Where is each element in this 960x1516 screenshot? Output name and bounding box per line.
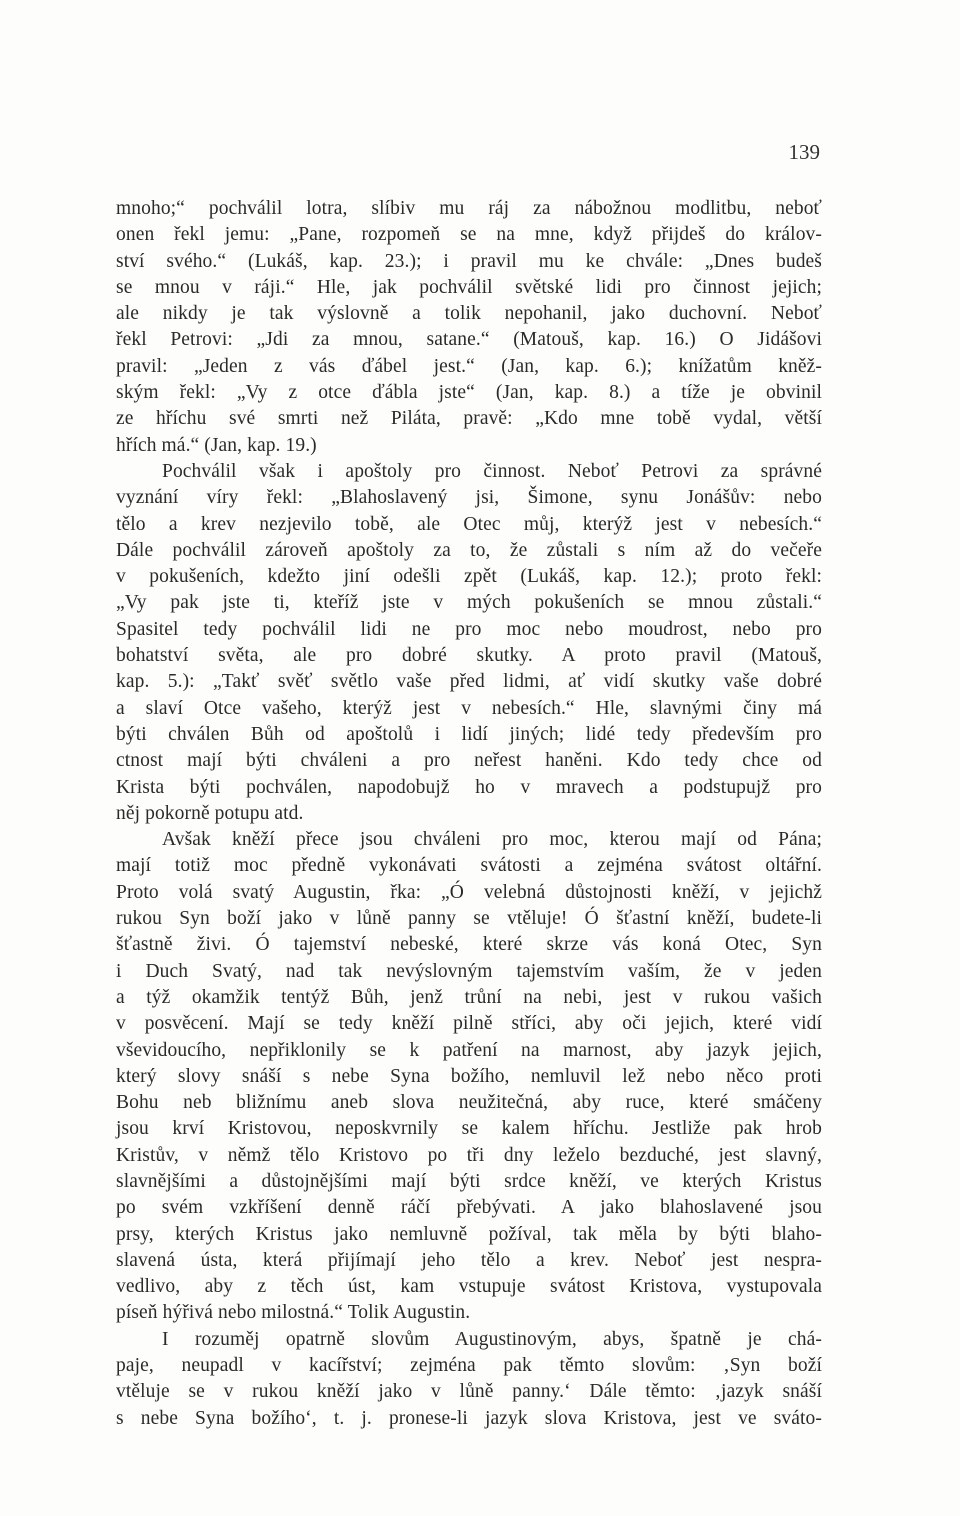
text-line: s nebe Syna božího‘, t. j. pronese-li jazyk slova Kristova, jest ve sváto- <box>116 1407 822 1429</box>
text-line: onen řekl jemu: „Pane, rozpomeň se na mne, když přijdeš do králov- <box>116 224 822 246</box>
text-line: mají totiž moc předně vykonávati svátosti a zejména svátost oltářní. <box>116 855 822 877</box>
text-line: a týž okamžik tentýž Bůh, jenž trůní na nebi, jest v rukou vašich <box>116 986 822 1008</box>
text-line: se mnou v ráji.“ Hle, jak pochválil světské lidi pro činnost jejich; <box>116 276 822 298</box>
text-line: Bohu neb bližnímu aneb slova neužitečná, aby ruce, které smáčeny <box>116 1092 822 1114</box>
text-line: Proto volá svatý Augustin, řka: „Ó velebná důstojnosti kněží, v jejichž <box>116 881 822 903</box>
text-line: paje, neupadl v kacířství; zejména pak těmto slovům: ‚Syn boží <box>116 1355 822 1377</box>
text-line: kap. 5.): „Takť svěť světlo vaše před lidmi, ať vidí skutky vaše dobré <box>116 671 822 693</box>
text-line: píseň hýřivá nebo milostná.“ Tolik Augustin. <box>116 1302 471 1324</box>
text-line: slavnějšími a důstojnějšími mají býti srdce kněží, ve kterých Kristus <box>116 1170 822 1192</box>
text-line: „Vy pak jste ti, kteříž jste v mých pokušeních se mnou zůstali.“ <box>116 592 822 614</box>
text-line: býti chválen Bůh od apoštolů i lidí jiných; lidé tedy především pro <box>116 723 822 745</box>
text-line: řekl Petrovi: „Jdi za mnou, satane.“ (Matouš, kap. 16.) O Jidášovi <box>116 329 822 351</box>
text-line: hřích má.“ (Jan, kap. 19.) <box>116 434 317 456</box>
text-line: bohatství světa, ale pro dobré skutky. A proto pravil (Matouš, <box>116 645 822 667</box>
text-line: rukou Syn boží jako v lůně panny se vtěluje! Ó šťastní kněží, budete-li <box>116 908 822 930</box>
text-line: vedlivo, aby z těch úst, kam vstupuje svátost Kristova, vystupovala <box>116 1276 822 1298</box>
text-line: v posvěcení. Mají se tedy kněží pilně stříci, aby oči jejich, které vidí <box>116 1013 822 1035</box>
text-line: tělo a krev nezjevilo tobě, ale Otec můj, kterýž jest v nebesích.“ <box>116 513 822 535</box>
text-line: prsy, kterých Kristus jako nemluvně požíval, tak měla by býti blaho- <box>116 1223 822 1245</box>
text-line: ze hříchu své smrti než Piláta, pravě: „Kdo mne tobě vydal, větší <box>116 408 822 430</box>
text-line: vyznání víry řekl: „Blahoslavený jsi, Šimone, synu Jonášův: nebo <box>116 487 822 509</box>
text-line: slavená ústa, která přijímají jeho tělo a krev. Neboť jest nespra- <box>116 1249 822 1271</box>
text-line: i Duch Svatý, nad tak nevýslovným tajemstvím vaším, že v jeden <box>116 960 822 982</box>
text-line: Kristův, v němž tělo Kristovo po tři dny leželo bezduché, jest slavný, <box>116 1144 822 1166</box>
text-line: jsou krví Kristovou, neposkvrnily se kalem hříchu. Jestliže pak hrob <box>116 1118 822 1140</box>
text-line: něj pokorně potupu atd. <box>116 802 304 824</box>
text-line: který slovy snáší s nebe Syna božího, nemluvil lež nebo něco proti <box>116 1065 822 1087</box>
text-line: Pochválil však i apoštoly pro činnost. Neboť Petrovi za správné <box>162 460 822 482</box>
text-line: po svém vzkříšení denně ráčí přebývati. A jako blahoslavené jsou <box>116 1197 822 1219</box>
text-line: Spasitel tedy pochválil lidi ne pro moc nebo moudrost, nebo pro <box>116 618 822 640</box>
text-line: pravil: „Jeden z vás ďábel jest.“ (Jan, kap. 6.); knížatům kněž- <box>116 355 822 377</box>
text-line: Dále pochválil zároveň apoštoly za to, že zůstali s ním až do večeře <box>116 539 822 561</box>
text-line: šťastně živi. Ó tajemství nebeské, které skrze vás koná Otec, Syn <box>116 934 822 956</box>
text-line: ale nikdy je tak výslovně a tolik nepohanil, jako duchovní. Neboť <box>116 303 822 325</box>
text-line: ctnost mají býti chváleni a pro neřest haněni. Kdo tedy chce od <box>116 750 822 772</box>
text-line: Krista býti pochválen, napodobujž ho v mravech a podstupujž pro <box>116 776 822 798</box>
text-line: v pokušeních, kdežto jiní odešli zpět (Lukáš, kap. 12.); proto řekl: <box>116 566 822 588</box>
text-line: vtěluje se v rukou kněží jako v lůně panny.‘ Dále těmto: ‚jazyk snáší <box>116 1381 822 1403</box>
text-line: I rozuměj opatrně slovům Augustinovým, abys, špatně je chá- <box>162 1328 822 1350</box>
text-line: Avšak kněží přece jsou chváleni pro moc, kterou mají od Pána; <box>162 829 822 851</box>
text-line: ským řekl: „Vy z otce ďábla jste“ (Jan, kap. 8.) a tíže je obvinil <box>116 382 822 404</box>
text-line: a slaví Otce vašeho, kterýž jest v nebesích.“ Hle, slavnými činy má <box>116 697 822 719</box>
text-line: mnoho;“ pochválil lotra, slíbiv mu ráj za nábožnou modlitbu, neboť <box>116 198 822 219</box>
body-text <box>116 196 822 1432</box>
text-line: ství svého.“ (Lukáš, kap. 23.); i pravil mu ke chvále: „Dnes budeš <box>116 250 822 272</box>
page-number: 139 <box>788 140 820 164</box>
text-line: vševidoucího, nepřiklonily se k patření na marnost, aby jazyk jejich, <box>116 1039 822 1061</box>
